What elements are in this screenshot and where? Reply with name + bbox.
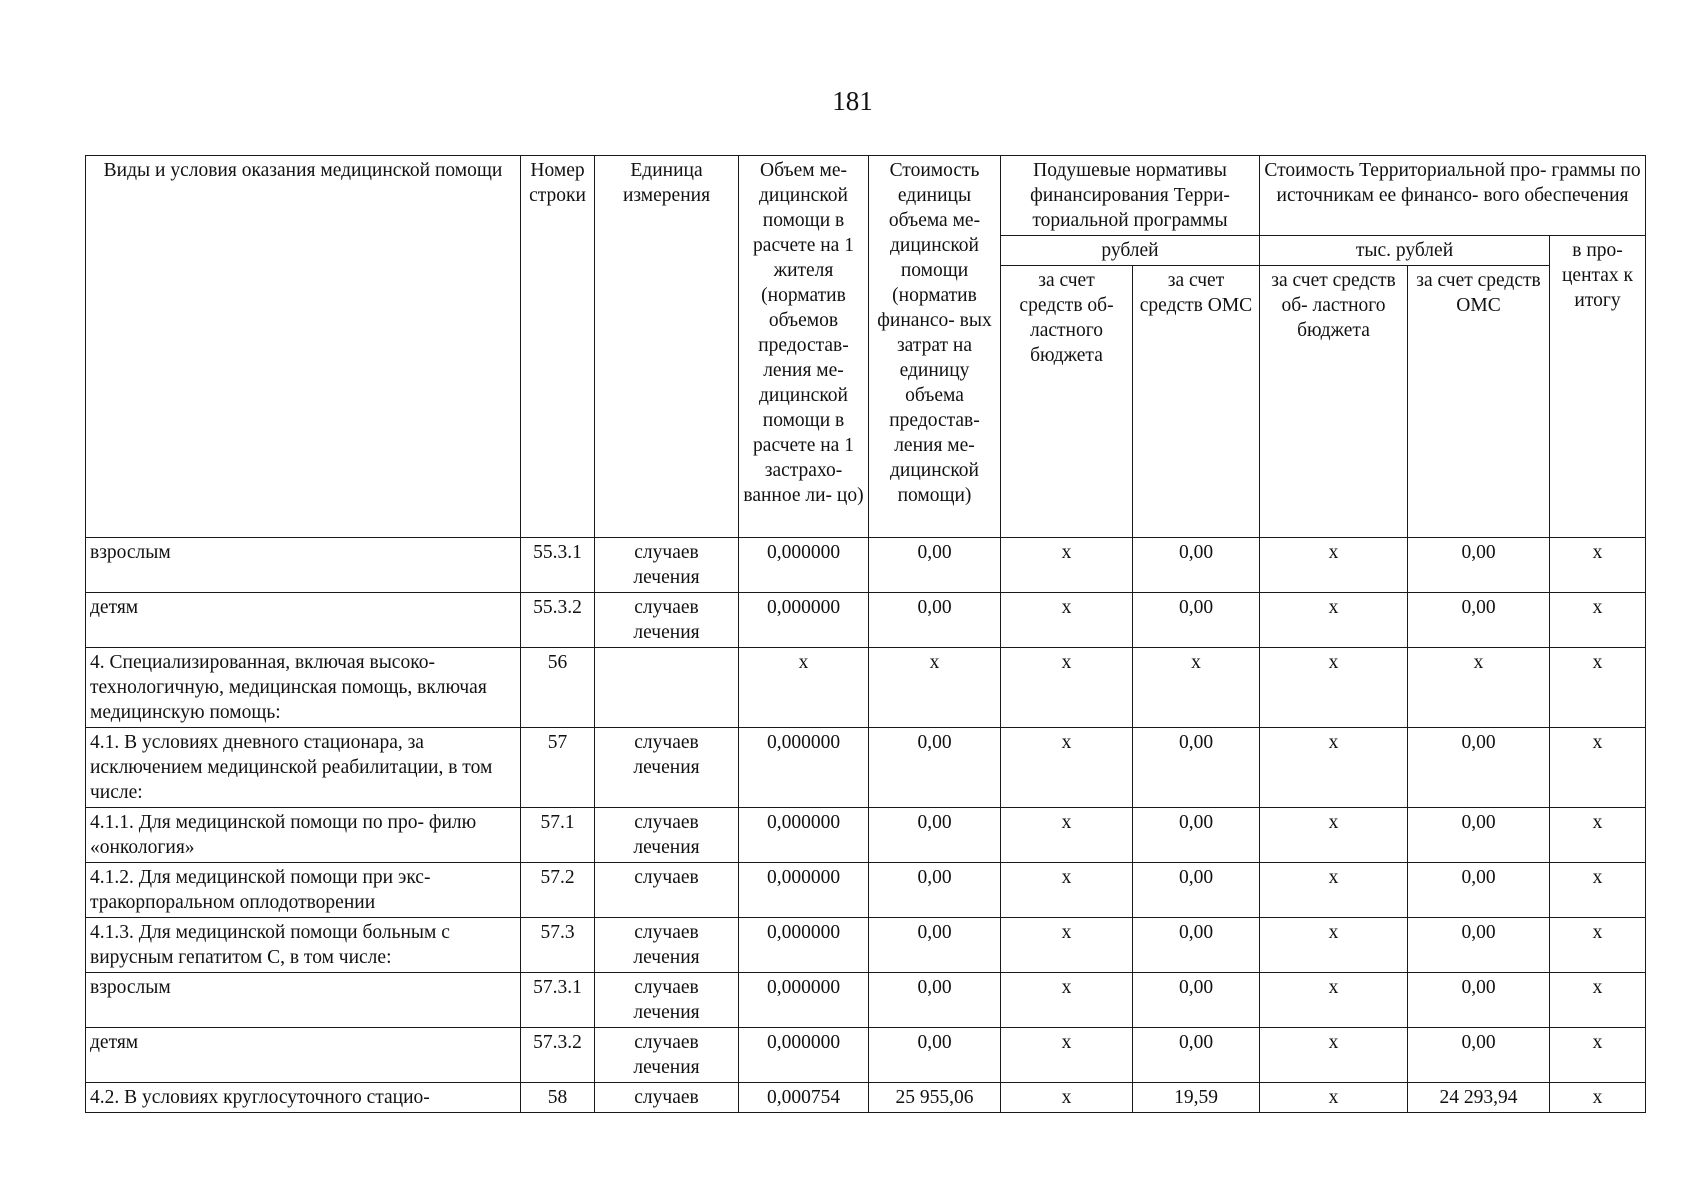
row-percent: x — [1550, 1083, 1646, 1113]
row-percent: x — [1550, 538, 1646, 593]
row-territorial-oms: 0,00 — [1408, 808, 1550, 863]
header-territorial-budget: за счет средств об- ластного бюджета — [1260, 266, 1408, 538]
financing-table — [85, 155, 1646, 1113]
row-percapita-oms: 0,00 — [1133, 593, 1260, 648]
row-territorial-budget: x — [1260, 538, 1408, 593]
row-name: 4.1.2. Для медицинской помощи при экс- тракорпоральном оплодотворении — [86, 863, 521, 918]
row-percapita-oms: 19,59 — [1133, 1083, 1260, 1113]
page-number: 181 — [832, 86, 873, 116]
row-unit: случаев лечения — [595, 1028, 739, 1083]
row-territorial-budget: x — [1260, 593, 1408, 648]
row-percapita-budget: x — [1001, 728, 1133, 808]
row-territorial-budget: x — [1260, 918, 1408, 973]
row-territorial-oms: x — [1408, 648, 1550, 728]
row-percent: x — [1550, 1028, 1646, 1083]
row-territorial-budget: x — [1260, 808, 1408, 863]
row-cost: 0,00 — [869, 593, 1001, 648]
table-row — [86, 918, 1646, 973]
row-territorial-oms: 24 293,94 — [1408, 1083, 1550, 1113]
row-cost: 0,00 — [869, 1028, 1001, 1083]
header-percapita-oms: за счет средств ОМС — [1133, 266, 1260, 538]
row-name: детям — [86, 593, 521, 648]
row-percapita-budget: x — [1001, 1028, 1133, 1083]
row-number: 57.3.1 — [521, 973, 595, 1028]
row-percapita-oms: 0,00 — [1133, 1028, 1260, 1083]
row-percapita-budget: x — [1001, 593, 1133, 648]
row-number: 57.2 — [521, 863, 595, 918]
header-unit-thous-rub: тыс. рублей — [1260, 236, 1550, 266]
header-percapita-group: Подушевые нормативы финансирования Терри- ториальной программы — [1001, 156, 1260, 236]
table-body — [86, 538, 1646, 1113]
row-name: 4.1.3. Для медицинской помощи больным с вирусным гепатитом С, в том числе: — [86, 918, 521, 973]
header-percapita-budget: за счет средств об- ластного бюджета — [1001, 266, 1133, 538]
row-name: взрослым — [86, 973, 521, 1028]
row-cost: 0,00 — [869, 728, 1001, 808]
row-percapita-budget: x — [1001, 863, 1133, 918]
row-percapita-budget: x — [1001, 648, 1133, 728]
row-territorial-budget: x — [1260, 973, 1408, 1028]
table-header — [86, 156, 1646, 538]
row-percapita-oms: 0,00 — [1133, 728, 1260, 808]
row-unit: случаев — [595, 863, 739, 918]
row-percapita-oms: x — [1133, 648, 1260, 728]
row-name: детям — [86, 1028, 521, 1083]
row-percapita-oms: 0,00 — [1133, 973, 1260, 1028]
row-percent: x — [1550, 918, 1646, 973]
row-cost: 0,00 — [869, 808, 1001, 863]
row-volume: 0,000754 — [739, 1083, 869, 1113]
row-territorial-oms: 0,00 — [1408, 538, 1550, 593]
row-percapita-budget: x — [1001, 1083, 1133, 1113]
row-territorial-oms: 0,00 — [1408, 918, 1550, 973]
row-number: 58 — [521, 1083, 595, 1113]
table-row — [86, 648, 1646, 728]
header-unit: Единица измерения — [595, 156, 739, 538]
row-cost: 0,00 — [869, 538, 1001, 593]
row-number: 56 — [521, 648, 595, 728]
row-percent: x — [1550, 728, 1646, 808]
row-unit: случаев лечения — [595, 973, 739, 1028]
header-row-no: Номер строки — [521, 156, 595, 538]
row-territorial-budget: x — [1260, 863, 1408, 918]
row-volume: 0,000000 — [739, 538, 869, 593]
row-number: 55.3.2 — [521, 593, 595, 648]
header-unit-rub: рублей — [1001, 236, 1260, 266]
row-name: 4.1.1. Для медицинской помощи по про- филю «онкология» — [86, 808, 521, 863]
row-volume: 0,000000 — [739, 863, 869, 918]
table-row — [86, 808, 1646, 863]
row-number: 57.3 — [521, 918, 595, 973]
row-percent: x — [1550, 648, 1646, 728]
table-row — [86, 1083, 1646, 1113]
row-percent: x — [1550, 593, 1646, 648]
row-territorial-budget: x — [1260, 1028, 1408, 1083]
table-row — [86, 538, 1646, 593]
row-percapita-budget: x — [1001, 973, 1133, 1028]
row-territorial-oms: 0,00 — [1408, 973, 1550, 1028]
row-unit: случаев лечения — [595, 538, 739, 593]
row-name: взрослым — [86, 538, 521, 593]
header-territorial-oms: за счет средств ОМС — [1408, 266, 1550, 538]
row-name: 4. Специализированная, включая высоко- технологичную, медицинская помощь, включая медицинскую помощь: — [86, 648, 521, 728]
row-cost: 25 955,06 — [869, 1083, 1001, 1113]
row-unit: случаев — [595, 1083, 739, 1113]
row-unit: случаев лечения — [595, 728, 739, 808]
row-percapita-oms: 0,00 — [1133, 808, 1260, 863]
row-volume: 0,000000 — [739, 808, 869, 863]
row-percent: x — [1550, 808, 1646, 863]
row-unit: случаев лечения — [595, 593, 739, 648]
row-unit: случаев лечения — [595, 808, 739, 863]
row-number: 57.1 — [521, 808, 595, 863]
row-percent: x — [1550, 863, 1646, 918]
row-territorial-budget: x — [1260, 1083, 1408, 1113]
table-row — [86, 728, 1646, 808]
row-unit — [595, 648, 739, 728]
table-row — [86, 863, 1646, 918]
row-number: 57.3.2 — [521, 1028, 595, 1083]
header-volume: Объем ме- дицинской помощи в расчете на 1 жителя (норматив объемов предостав- ления ме- дицинской помощи в расчете на 1 застрахо- ванное ли- цо) — [739, 156, 869, 538]
header-kind: Виды и условия оказания медицинской помощи — [86, 156, 521, 538]
row-percapita-budget: x — [1001, 808, 1133, 863]
row-cost: 0,00 — [869, 863, 1001, 918]
row-territorial-oms: 0,00 — [1408, 593, 1550, 648]
row-volume: 0,000000 — [739, 973, 869, 1028]
row-territorial-oms: 0,00 — [1408, 728, 1550, 808]
row-percapita-budget: x — [1001, 538, 1133, 593]
row-cost: x — [869, 648, 1001, 728]
row-unit: случаев лечения — [595, 918, 739, 973]
row-name: 4.1. В условиях дневного стационара, за исключением медицинской реабилитации, в том числе: — [86, 728, 521, 808]
table-row — [86, 593, 1646, 648]
row-percapita-oms: 0,00 — [1133, 918, 1260, 973]
row-volume: x — [739, 648, 869, 728]
header-percent: в про- центах к итогу — [1550, 236, 1646, 538]
table-row — [86, 973, 1646, 1028]
header-territorial-group: Стоимость Территориальной про- граммы по источникам ее финансо- вого обеспечения — [1260, 156, 1646, 236]
row-cost: 0,00 — [869, 973, 1001, 1028]
row-percapita-oms: 0,00 — [1133, 863, 1260, 918]
row-number: 55.3.1 — [521, 538, 595, 593]
row-name: 4.2. В условиях круглосуточного стацио- — [86, 1083, 521, 1113]
row-cost: 0,00 — [869, 918, 1001, 973]
row-percapita-oms: 0,00 — [1133, 538, 1260, 593]
table-row — [86, 1028, 1646, 1083]
row-territorial-budget: x — [1260, 728, 1408, 808]
header-cost: Стоимость единицы объема ме- дицинской помощи (норматив финансо- вых затрат на единицу объема предостав- ления ме- дицинской помощи) — [869, 156, 1001, 538]
row-volume: 0,000000 — [739, 1028, 869, 1083]
row-territorial-budget: x — [1260, 648, 1408, 728]
row-number: 57 — [521, 728, 595, 808]
row-volume: 0,000000 — [739, 918, 869, 973]
row-percent: x — [1550, 973, 1646, 1028]
row-volume: 0,000000 — [739, 728, 869, 808]
row-territorial-oms: 0,00 — [1408, 1028, 1550, 1083]
row-percapita-budget: x — [1001, 918, 1133, 973]
row-volume: 0,000000 — [739, 593, 869, 648]
row-territorial-oms: 0,00 — [1408, 863, 1550, 918]
